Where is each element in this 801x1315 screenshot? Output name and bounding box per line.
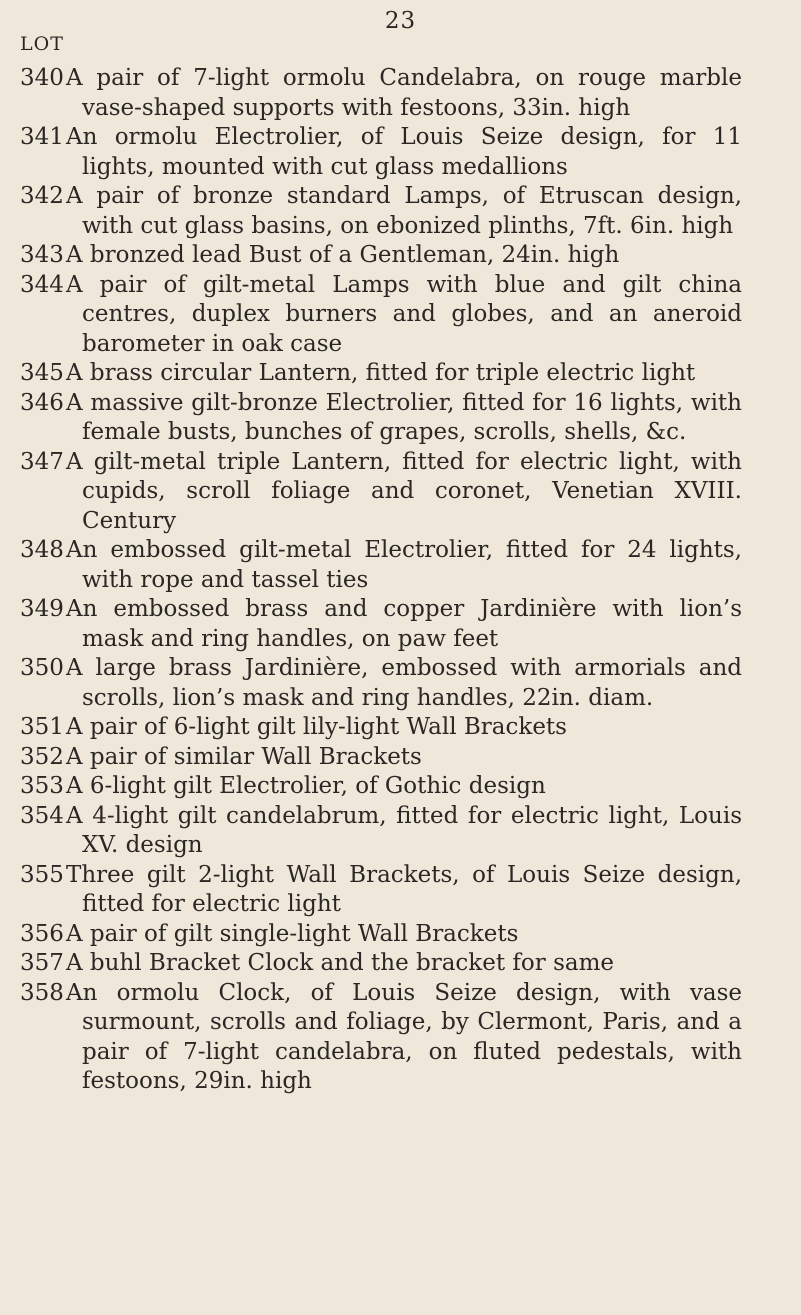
- lot-entry: [0, 654, 801, 713]
- lot-description: A massive gilt-bronze Electrolier, fitted for 16 lights, with female busts, bunches of grapes, scrolls, shells, &c.: [66, 389, 742, 445]
- lot-description: An embossed gilt-metal Electrolier, fitted for 24 lights, with rope and tassel ties: [66, 537, 742, 593]
- lot-column-heading: LOT: [20, 33, 64, 55]
- lot-number: 350: [20, 655, 64, 681]
- lot-number: 352: [20, 743, 64, 770]
- lot-list: [0, 64, 801, 1097]
- lot-number: 355: [20, 861, 64, 888]
- lot-description: A 6-light gilt Electrolier, of Gothic design: [66, 773, 546, 799]
- lot-number: 342: [20, 183, 64, 209]
- lot-number: 341: [20, 124, 64, 150]
- lot-entry: [0, 595, 801, 654]
- lot-number: 347: [20, 448, 64, 475]
- lot-entry: [0, 949, 801, 979]
- lot-description: A gilt-metal triple Lantern, fitted for electric light, with cupids, scroll foliage and coronet, Venetian XVIII. Century: [66, 448, 742, 534]
- lot-number: 353: [20, 773, 64, 799]
- lot-entry: [0, 123, 801, 182]
- lot-description: A bronzed lead Bust of a Gentleman, 24in. high: [66, 242, 620, 268]
- lot-description: A pair of 7-light ormolu Candelabra, on rouge marble vase-shaped supports with festoons, 33in. high: [66, 65, 742, 121]
- lot-entry: [0, 979, 801, 1097]
- lot-entry: [0, 920, 801, 950]
- lot-description: Three gilt 2-light Wall Brackets, of Louis Seize design, fitted for electric light: [66, 861, 742, 917]
- lot-description: A brass circular Lantern, fitted for triple electric light: [66, 360, 696, 386]
- lot-entry: [0, 861, 801, 920]
- lot-entry: [0, 271, 801, 360]
- lot-description: An ormolu Clock, of Louis Seize design, with vase surmount, scrolls and foliage, by Clermont, Paris, and a pair of 7-light candelabra, on fluted pedestals, with festoons, 29in. high: [66, 979, 742, 1094]
- lot-description: An embossed brass and copper Jardinière with lion’s mask and ring handles, on paw feet: [66, 596, 742, 652]
- lot-number: 340: [20, 65, 64, 91]
- lot-number: 356: [20, 920, 64, 947]
- lot-description: A pair of similar Wall Brackets: [66, 743, 422, 770]
- lot-entry: [0, 713, 801, 743]
- lot-description: A buhl Bracket Clock and the bracket for same: [66, 950, 615, 976]
- lot-description: A pair of 6-light gilt lily-light Wall Brackets: [66, 714, 567, 740]
- lot-entry: [0, 743, 801, 773]
- lot-entry: [0, 241, 801, 271]
- lot-description: A large brass Jardinière, embossed with armorials and scrolls, lion’s mask and ring handles, 22in. diam.: [66, 655, 742, 711]
- lot-number: 358: [20, 979, 64, 1006]
- lot-number: 346: [20, 389, 64, 416]
- lot-number: 345: [20, 360, 64, 386]
- lot-description: A pair of bronze standard Lamps, of Etruscan design, with cut glass basins, on ebonized plinths, 7ft. 6in. high: [66, 183, 742, 239]
- lot-number: 351: [20, 714, 64, 740]
- lot-number: 357: [20, 950, 64, 976]
- lot-description: An ormolu Electrolier, of Louis Seize design, for 11 lights, mounted with cut glass medallions: [66, 124, 742, 180]
- lot-number: 343: [20, 242, 64, 268]
- lot-number: 349: [20, 596, 64, 622]
- lot-number: 354: [20, 802, 64, 829]
- lot-description: A 4-light gilt candelabrum, fitted for electric light, Louis XV. design: [66, 802, 742, 858]
- lot-entry: [0, 182, 801, 241]
- lot-entry: [0, 448, 801, 537]
- lot-entry: [0, 64, 801, 123]
- page-number: 23: [384, 8, 417, 34]
- lot-description: A pair of gilt-metal Lamps with blue and gilt china centres, duplex burners and globes, and an aneroid barometer in oak case: [66, 271, 742, 357]
- lot-entry: [0, 802, 801, 861]
- lot-entry: [0, 389, 801, 448]
- lot-number: 344: [20, 271, 64, 298]
- lot-description: A pair of gilt single-light Wall Brackets: [66, 920, 519, 947]
- lot-entry: [0, 536, 801, 595]
- lot-number: 348: [20, 537, 64, 563]
- lot-entry: [0, 359, 801, 389]
- lot-entry: [0, 772, 801, 802]
